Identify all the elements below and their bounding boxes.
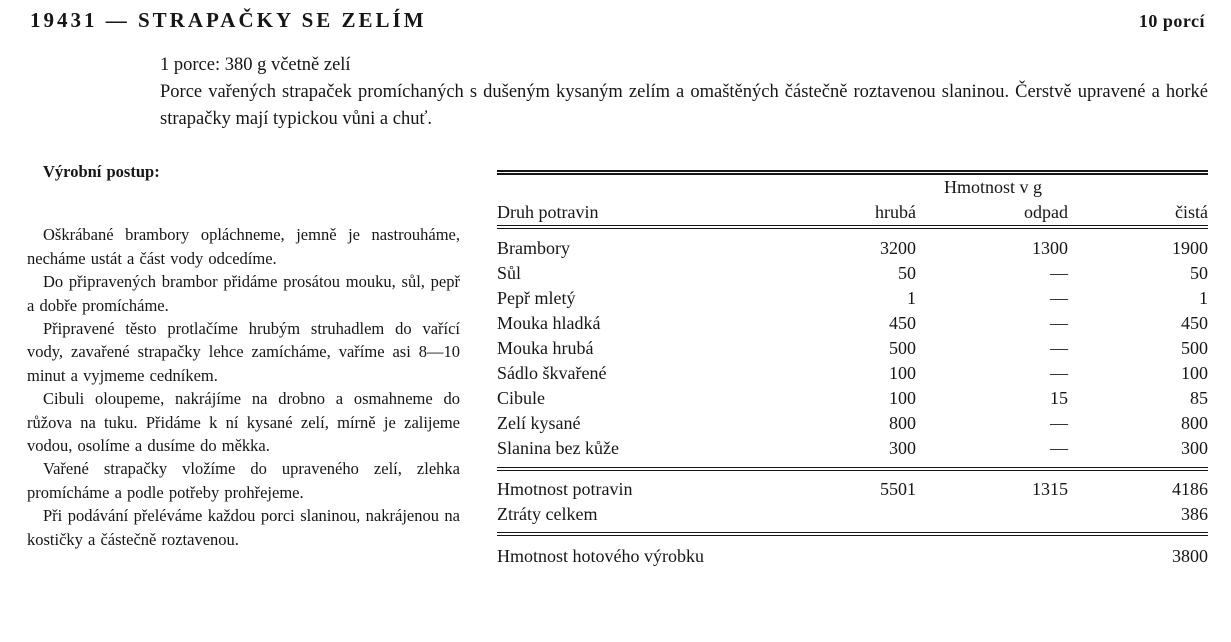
procedure-paragraph: Do připravených brambor přidáme prosátou mouku, sůl, pepř a dobře promícháme. (27, 272, 460, 315)
cell-food: Hmotnost hotového výrobku (497, 546, 704, 566)
weight-group-header: Hmotnost v g (943, 177, 1042, 197)
cell-waste: — (1050, 338, 1068, 358)
cell-waste: — (1050, 313, 1068, 333)
cell-gross: 100 (889, 388, 916, 408)
table-row (497, 386, 1208, 411)
table-row (497, 411, 1208, 436)
cell-waste: 15 (1050, 388, 1068, 408)
table-row (497, 361, 1208, 386)
cell-waste: — (1050, 438, 1068, 458)
cell-waste: — (1050, 413, 1068, 433)
cell-net: 1900 (1172, 238, 1208, 258)
procedure-paragraph: Oškrábané brambory opláchneme, jemně je nastrouháme, necháme ustát a část vody odcedíme. (27, 225, 460, 268)
cell-gross: 500 (889, 338, 916, 358)
summary-row (497, 469, 1208, 502)
cell-gross: 100 (889, 363, 916, 383)
table-row (497, 336, 1208, 361)
column-header-waste: odpad (1024, 202, 1068, 222)
cell-gross: 300 (889, 438, 916, 458)
cell-food: Ztráty celkem (497, 504, 598, 524)
final-row (497, 534, 1208, 569)
procedure-paragraph: Vařené strapačky vložíme do upraveného zelí, zlehka promícháme a podle potřeby prohřejeme. (27, 459, 460, 502)
recipe-title: 19431 — STRAPAČKY SE ZELÍM (30, 8, 427, 32)
cell-net: 1 (1199, 288, 1208, 308)
final-section (497, 534, 1208, 569)
column-header-gross: hrubá (875, 202, 916, 222)
cell-net: 100 (1181, 363, 1208, 383)
column-header-net: čistá (1175, 202, 1208, 222)
cell-net: 50 (1190, 263, 1208, 283)
table-row (497, 436, 1208, 469)
cell-gross: 1 (907, 288, 916, 308)
procedure-heading: Výrobní postup: (43, 162, 160, 181)
procedure-column (27, 160, 460, 551)
summary-row (497, 502, 1208, 534)
cell-waste: — (1050, 363, 1068, 383)
cell-waste (916, 502, 1068, 534)
cell-food: Sůl (497, 263, 522, 283)
portions-label: 10 porcí (1138, 11, 1205, 31)
serving-line: 1 porce: 380 g včetně zelí (160, 55, 351, 75)
summary-section (497, 469, 1208, 534)
cell-gross: 5501 (880, 479, 916, 499)
cell-food: Mouka hladká (497, 313, 601, 333)
cell-gross: 3200 (880, 238, 916, 258)
ingredients-body (497, 227, 1208, 469)
table-row (497, 286, 1208, 311)
recipe-description: Porce vařených strapaček promíchaných s dušeným kysaným zelím a omaštěných částečně roztavenou slaninou. Čerstvě upravené a horké strapačky mají typickou vůni a chuť. (160, 82, 1208, 129)
cell-food: Zelí kysané (497, 413, 581, 433)
table-header (497, 173, 1208, 228)
cell-gross: 450 (889, 313, 916, 333)
cell-net: 386 (1181, 504, 1208, 524)
cell-net: 3800 (1172, 546, 1208, 566)
table-row (497, 311, 1208, 336)
cell-net: 85 (1190, 388, 1208, 408)
cell-waste: 1315 (1032, 479, 1068, 499)
ingredients-table-wrap (497, 170, 1208, 569)
cell-waste: — (1050, 288, 1068, 308)
procedure-paragraph: Připravené těsto protlačíme hrubým struhadlem do vařící vody, zavařené strapačky lehce zamícháme, vaříme asi 8—10 minut a vyjmeme cedníkem. (27, 319, 460, 385)
table-row (497, 261, 1208, 286)
cell-gross: 800 (889, 413, 916, 433)
ingredients-table (497, 170, 1208, 569)
cell-food: Sádlo škvařené (497, 363, 607, 383)
cell-food: Hmotnost potravin (497, 479, 633, 499)
cell-net: 800 (1181, 413, 1208, 433)
column-header-food: Druh potravin (497, 202, 599, 222)
cell-net: 500 (1181, 338, 1208, 358)
cell-food: Slanina bez kůže (497, 438, 619, 458)
cell-net: 300 (1181, 438, 1208, 458)
table-row (497, 227, 1208, 261)
title-row (30, 8, 1205, 33)
procedure-paragraph: Při podávání přeléváme každou porci slaninou, nakrájenou na kostičky a částečně roztavenou. (27, 506, 460, 549)
cell-food: Mouka hrubá (497, 338, 594, 358)
cell-food: Cibule (497, 388, 545, 408)
procedure-paragraph: Cibuli oloupeme, nakrájíme na drobno a osmahneme do růžova na tuku. Přidáme k ní kysané zelí, mírně je zalijeme vodou, osolíme a dusíme do měkka. (27, 389, 460, 456)
cell-net: 4186 (1172, 479, 1208, 499)
cell-net: 450 (1181, 313, 1208, 333)
cell-gross (778, 502, 916, 534)
cell-waste: 1300 (1032, 238, 1068, 258)
intro-block (160, 52, 1208, 133)
cell-waste: — (1050, 263, 1068, 283)
cell-food: Brambory (497, 238, 570, 258)
cell-food: Pepř mletý (497, 288, 576, 308)
cell-gross: 50 (898, 263, 916, 283)
